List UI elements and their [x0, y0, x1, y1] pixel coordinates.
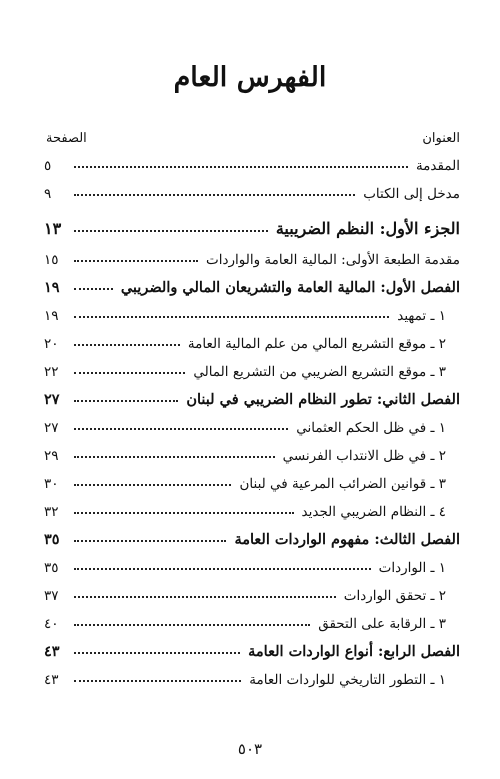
- toc-entry: [44, 524, 460, 548]
- dot-leader: [74, 540, 226, 542]
- toc-entry-label: ٣ ـ موقع التشريع الضريبي من التشريع المالي: [193, 364, 446, 380]
- toc-entry: [44, 300, 460, 324]
- dot-leader: [74, 316, 389, 318]
- toc-entry-page: ٣٠: [44, 476, 59, 492]
- toc-entry-label: ٣ ـ الرقابة على التحقق: [318, 616, 446, 632]
- toc-entry-page: ١٣: [44, 219, 62, 238]
- column-header-title: العنوان: [422, 131, 460, 146]
- toc-entry-page: ٤٣: [44, 672, 59, 688]
- dot-leader: [74, 456, 275, 458]
- toc-entry-label: ١ ـ في ظل الحكم العثماني: [296, 420, 446, 436]
- dot-leader: [74, 166, 408, 168]
- dot-leader: [74, 484, 231, 486]
- toc-entry: [44, 496, 460, 520]
- page-number: ٥٠٣: [237, 740, 263, 758]
- toc-entry-label: ١ ـ الواردات: [378, 560, 446, 576]
- toc-entry-label: الفصل الثاني: تطور النظام الضريبي في لبنان: [186, 391, 460, 408]
- toc-entry: [44, 150, 460, 174]
- toc-entry: [44, 412, 460, 436]
- toc-entry-label: الفصل الرابع: أنواع الواردات العامة: [248, 643, 460, 660]
- toc-entry: [44, 580, 460, 604]
- toc-entry: [44, 636, 460, 660]
- toc-entry-label: ٣ ـ قوانين الضرائب المرعية في لبنان: [239, 476, 446, 492]
- column-header-page: الصفحة: [46, 131, 87, 146]
- dot-leader: [74, 512, 294, 514]
- toc-entry-page: ٣٥: [44, 531, 60, 548]
- toc-entry-page: ٤٣: [44, 643, 60, 660]
- dot-leader: [74, 428, 288, 430]
- toc-entry-label: ١ ـ تمهيد: [397, 308, 446, 324]
- toc-entry-label: ٢ ـ في ظل الانتداب الفرنسي: [282, 448, 446, 464]
- toc-entry: [44, 384, 460, 408]
- toc-entry: [44, 178, 460, 202]
- dot-leader: [74, 680, 241, 682]
- dot-leader: [74, 400, 178, 402]
- toc-entry: [44, 552, 460, 576]
- toc-entry: [44, 210, 460, 238]
- toc-entry-page: ٢٧: [44, 420, 59, 436]
- dot-leader: [74, 568, 371, 570]
- toc-entry-label: الجزء الأول: النظم الضريبية: [275, 219, 460, 238]
- toc-entry-page: ١٩: [44, 279, 60, 296]
- toc-entry-label: ٢ ـ تحقق الواردات: [343, 588, 446, 604]
- toc-entry-page: ٢٧: [44, 391, 60, 408]
- dot-leader: [74, 624, 310, 626]
- dot-leader: [74, 230, 268, 232]
- dot-leader: [74, 596, 336, 598]
- toc-entry: [44, 272, 460, 296]
- dot-leader: [74, 260, 198, 262]
- toc-entry-label: المقدمة: [415, 158, 460, 174]
- toc-entry: [44, 356, 460, 380]
- toc-entry-page: ٢٩: [44, 448, 59, 464]
- toc-entry-page: ٣٥: [44, 560, 59, 576]
- toc-entry-page: ١٩: [44, 308, 59, 324]
- toc-entry-page: ١٥: [44, 252, 59, 268]
- toc-entry-page: ٣٧: [44, 588, 59, 604]
- toc-entry: [44, 664, 460, 688]
- toc-entry: [44, 440, 460, 464]
- dot-leader: [74, 288, 113, 290]
- toc-entry: [44, 244, 460, 268]
- toc-entry-label: مقدمة الطبعة الأولى: المالية العامة والواردات: [206, 252, 460, 268]
- toc-entry-page: ٩: [44, 186, 52, 202]
- toc-entry-page: ٤٠: [44, 616, 59, 632]
- toc-entry-label: ٢ ـ موقع التشريع المالي من علم المالية العامة: [187, 336, 446, 352]
- toc-entry: [44, 328, 460, 352]
- dot-leader: [74, 372, 185, 374]
- toc-entry-page: ٥: [44, 158, 52, 174]
- toc-entry-label: ١ ـ التطور التاريخي للواردات العامة: [249, 672, 446, 688]
- dot-leader: [74, 344, 180, 346]
- toc-entry-label: الفصل الأول: المالية العامة والتشريعان المالي والضريبي: [120, 279, 460, 296]
- toc-entry: [44, 608, 460, 632]
- toc-entry-page: ٣٢: [44, 504, 59, 520]
- dot-leader: [74, 194, 355, 196]
- dot-leader: [74, 652, 240, 654]
- page-title: الفهرس العام: [173, 62, 327, 93]
- table-of-contents: [44, 150, 460, 692]
- toc-entry-label: مدخل إلى الكتاب: [363, 186, 460, 202]
- toc-entry: [44, 468, 460, 492]
- toc-entry-label: الفصل الثالث: مفهوم الواردات العامة: [234, 531, 460, 548]
- toc-entry-label: ٤ ـ النظام الضريبي الجديد: [301, 504, 446, 520]
- toc-entry-page: ٢٢: [44, 364, 59, 380]
- toc-entry-page: ٢٠: [44, 336, 59, 352]
